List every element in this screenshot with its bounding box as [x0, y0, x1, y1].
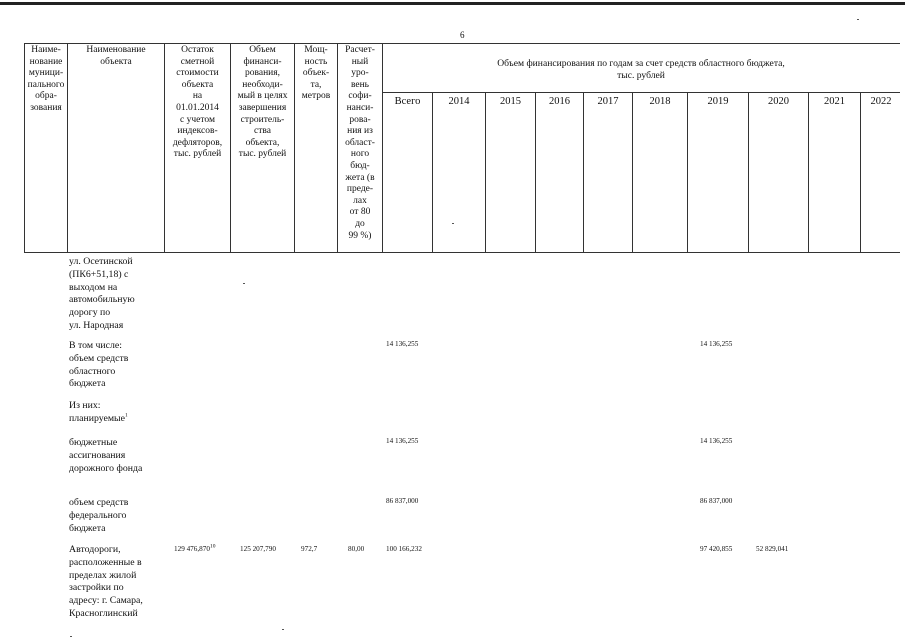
- year-2019-value: 14 136,255: [700, 437, 733, 445]
- total-value: 14 136,255: [386, 437, 419, 445]
- header-bottom-rule: [24, 252, 900, 253]
- top-border-rule: [0, 2, 905, 5]
- header-year-2014: 2014: [448, 96, 470, 107]
- total-value: 86 837,000: [386, 497, 419, 505]
- scan-speck: [857, 19, 859, 20]
- header-year-2018: 2018: [649, 96, 671, 107]
- header-year-2021: 2021: [824, 96, 845, 107]
- header-municipality: Наиме- нование муници- пального обра- зования: [27, 45, 65, 113]
- object-name: бюджетные ассигнования дорожного фонда: [69, 437, 143, 474]
- scan-speck: [452, 223, 454, 224]
- column-rule: [535, 92, 536, 253]
- header-cofinancing-level: Расчет- ный уро- вень софи- нанси- рова- ния из област- ного бюд- жета (в преде- лах от 80 до 99 %): [345, 45, 375, 241]
- object-name: В том числе: объем средств областного бюджета: [69, 340, 129, 390]
- footnote-marker: 1: [124, 412, 128, 419]
- column-rule: [632, 92, 633, 253]
- object-name: Автодороги, расположенные в пределах жилой застройки по адресу: г. Самара, Красноглинский: [69, 544, 143, 619]
- header-capacity: Мощ- ность объек- та, метров: [301, 45, 331, 102]
- header-year-2015: 2015: [500, 96, 521, 107]
- cofinancing-level-value: 80,00: [348, 545, 365, 553]
- header-year-2020: 2020: [768, 96, 789, 107]
- year-2019-value: 86 837,000: [700, 497, 733, 505]
- header-year-2016: 2016: [549, 96, 570, 107]
- scan-speck: [243, 283, 245, 284]
- header-financing-by-years: Объем финансирования по годам за счет средств областного бюджета, тыс. рублей: [497, 58, 785, 81]
- year-2020-value: 52 829,041: [756, 545, 789, 553]
- header-remaining-cost: Остаток сметной стоимости объекта на 01.01.2014 с учетом индексов- дефляторов, тыс. рублей: [172, 45, 223, 160]
- header-year-2017: 2017: [597, 96, 619, 107]
- year-2019-value: 97 420,855: [700, 545, 733, 553]
- header-years-rule: [382, 92, 900, 93]
- capacity-value: 972,7: [301, 545, 318, 553]
- column-rule: [67, 43, 68, 253]
- object-name: Из них: планируемые$^1$: [69, 400, 128, 424]
- column-rule: [583, 92, 584, 253]
- total-value: 14 136,255: [386, 340, 419, 348]
- column-rule: [748, 92, 749, 253]
- footnote-marker: 10: [209, 543, 216, 550]
- total-value: 100 166,232: [386, 545, 422, 553]
- column-rule: [485, 92, 486, 253]
- column-rule: [382, 43, 383, 253]
- scan-speck: [70, 636, 72, 637]
- year-2019-value: 14 136,255: [700, 340, 733, 348]
- header-object: Наименование объекта: [86, 45, 146, 67]
- object-name: объем средств федерального бюджета: [69, 497, 129, 534]
- header-top-rule: [24, 43, 900, 44]
- column-rule: [860, 92, 861, 253]
- column-rule: [808, 92, 809, 253]
- header-year-2022: 2022: [870, 96, 892, 107]
- column-rule: [687, 92, 688, 253]
- header-total: Всего: [394, 96, 421, 107]
- header-financing-volume: Объем финанси- рования, необходи- мый в целях завершения строитель- ства объекта, тыс. рублей: [237, 45, 288, 160]
- page-number: 6: [460, 30, 465, 40]
- remaining-cost-value: 129 476,870$^{10}$: [174, 543, 216, 553]
- column-rule: [432, 92, 433, 253]
- scan-speck: [282, 629, 284, 630]
- object-name: ул. Осетинской (ПК6+51,18) с выходом на автомобильную дорогу по ул. Народная: [69, 256, 135, 331]
- header-year-2019: 2019: [707, 96, 729, 107]
- financing-volume-value: 125 207,790: [240, 545, 276, 553]
